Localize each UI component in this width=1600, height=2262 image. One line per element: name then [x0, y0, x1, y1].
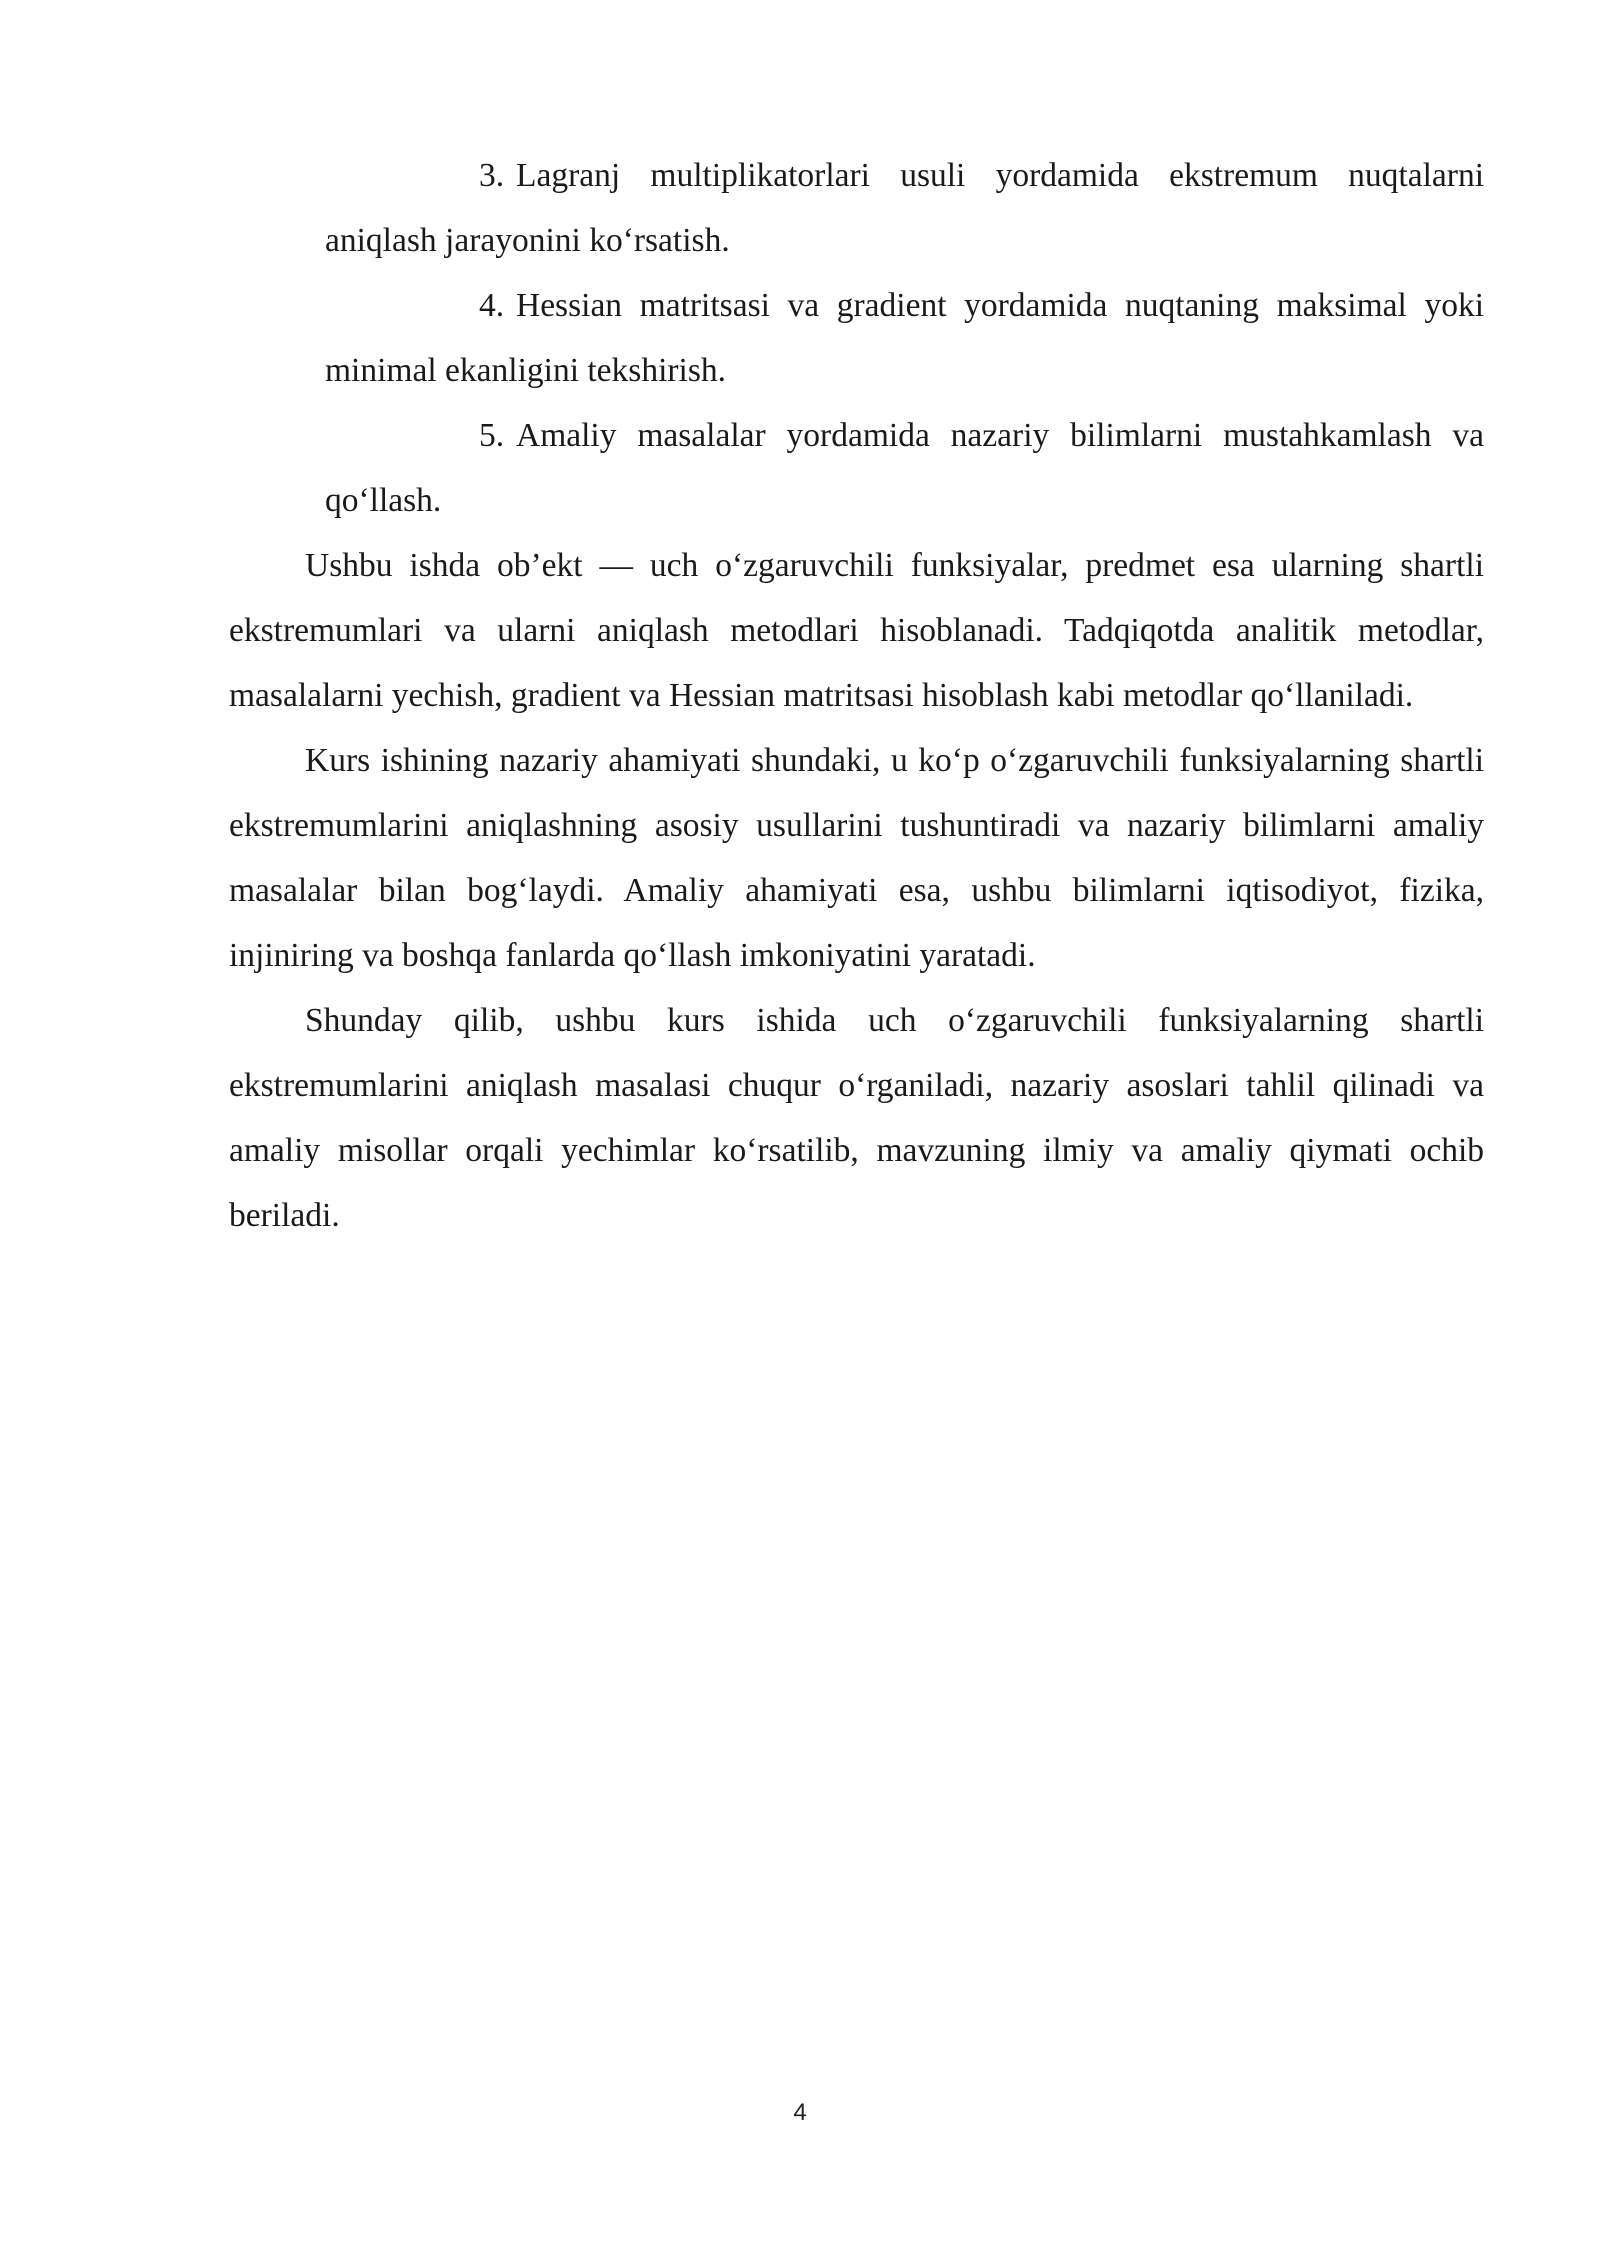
list-item: [325, 143, 1484, 273]
list-item: [325, 273, 1484, 403]
paragraph-conclusion: Shunday qilib, ushbu kurs ishida uch o‘zgaruvchili funksiyalarning shartli ekstremumlarini aniqlash masalasi chuqur o‘rganiladi, nazariy asoslari tahlil qilinadi va amaliy misollar orqali yechimlar ko‘rsatilib, mavzuning ilmiy va amaliy qiymati ochib beriladi.: [229, 1002, 1484, 1234]
list-item-text: Hessian matritsasi va gradient yordamida nuqtaning maksimal yoki minimal ekanligini tekshirish.: [325, 287, 1484, 389]
body-text: [229, 533, 1484, 1248]
list-item-text: Lagranj multiplikatorlari usuli yordamida ekstremum nuqtalarni aniqlash jarayonini ko‘rsatish.: [325, 157, 1484, 259]
numbered-list: [325, 143, 1484, 533]
list-item-number: 3.: [479, 157, 505, 194]
list-item-text: Amaliy masalalar yordamida nazariy bilimlarni mustahkamlash va qo‘llash.: [325, 417, 1484, 519]
paragraph-significance: Kurs ishining nazariy ahamiyati shundaki, u ko‘p o‘zgaruvchili funksiyalarning shartli ekstremumlarini aniqlashning asosiy usullarini tushuntiradi va nazariy bilimlarni amaliy masalalar bilan bog‘laydi. Amaliy ahamiyati esa, ushbu bilimlarni iqtisodiyot, fizika, injiniring va boshqa fanlarda qo‘llash imkoniyatini yaratadi.: [229, 742, 1484, 974]
page-number: 4: [793, 2099, 807, 2126]
list-item-number: 4.: [479, 287, 505, 324]
list-item: [325, 403, 1484, 533]
list-item-number: 5.: [479, 417, 505, 454]
paragraph-object-subject: Ushbu ishda ob’ekt — uch o‘zgaruvchili funksiyalar, predmet esa ularning shartli ekstremumlari va ularni aniqlash metodlari hisoblanadi. Tadqiqotda analitik metodlar, masalalarni yechish, gradient va Hessian matritsasi hisoblash kabi metodlar qo‘llaniladi.: [229, 547, 1484, 714]
